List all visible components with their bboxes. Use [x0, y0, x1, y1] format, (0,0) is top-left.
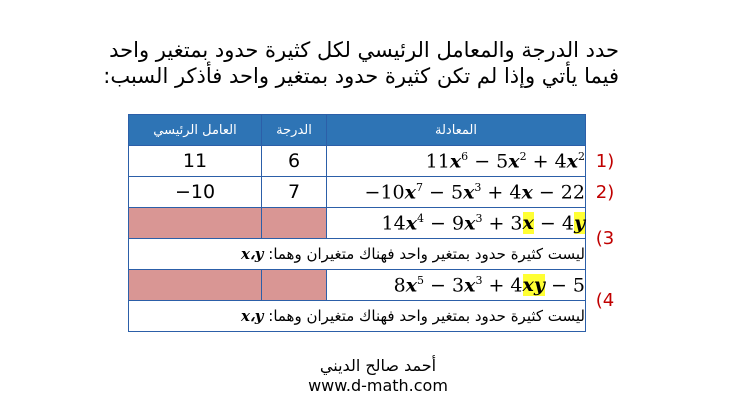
degree-cell: 7 — [262, 177, 327, 208]
table-row-note — [129, 301, 625, 332]
table-row — [129, 177, 625, 208]
leading-coefficient-cell: −10 — [129, 177, 262, 208]
equation-cell: $11x^6 - 5x^2 + 4x^2$ — [327, 146, 586, 177]
table-row — [129, 146, 625, 177]
question-line-1: حدد الدرجة والمعامل الرئيسي لكل كثيرة حدود بمتغير واحد — [109, 38, 619, 62]
reason-note — [129, 239, 586, 270]
blank-degree-cell — [262, 270, 327, 301]
reason-note — [129, 301, 586, 332]
website-url: www.d-math.com — [308, 376, 448, 395]
equation-cell: $8x^5 - 3x^3 + 4xy - 5$ — [327, 270, 586, 301]
header-leading-coefficient: العامل الرئيسي — [129, 115, 262, 146]
variables: x،y — [240, 245, 264, 263]
table-row — [129, 208, 625, 239]
blank-coefficient-cell — [129, 270, 262, 301]
blank-coefficient-cell — [129, 208, 262, 239]
row-index: (4 — [595, 290, 615, 311]
leading-coefficient-cell: 11 — [129, 146, 262, 177]
row-index: 1) — [595, 150, 615, 172]
table-row — [129, 270, 625, 301]
row-index: (3 — [595, 228, 615, 249]
equation-cell: $-10x^7 - 5x^3 + 4x - 22$ — [327, 177, 586, 208]
variables: x،y — [240, 307, 264, 325]
author-name-wrap — [0, 356, 756, 375]
degree-cell: 6 — [262, 146, 327, 177]
header-equation: المعادلة — [327, 115, 586, 146]
table-row-note — [129, 239, 625, 270]
row-index: 2) — [595, 181, 615, 203]
reason-text: ليست كثيرة حدود بمتغير واحد فهناك متغيران وهما: — [268, 307, 585, 325]
author-name: أحمد صالح الديني — [319, 356, 437, 375]
blank-degree-cell — [262, 208, 327, 239]
reason-text: ليست كثيرة حدود بمتغير واحد فهناك متغيران وهما: — [268, 245, 585, 263]
question-line-2: فيما يأتي وإذا لم تكن كثيرة حدود بمتغير واحد فأذكر السبب: — [103, 64, 619, 88]
header-degree: الدرجة — [262, 115, 327, 146]
polynomial-table — [128, 114, 624, 332]
header-row — [129, 115, 625, 146]
equation-cell: $14x^4 - 9x^3 + 3x - 4y$ — [327, 208, 586, 239]
